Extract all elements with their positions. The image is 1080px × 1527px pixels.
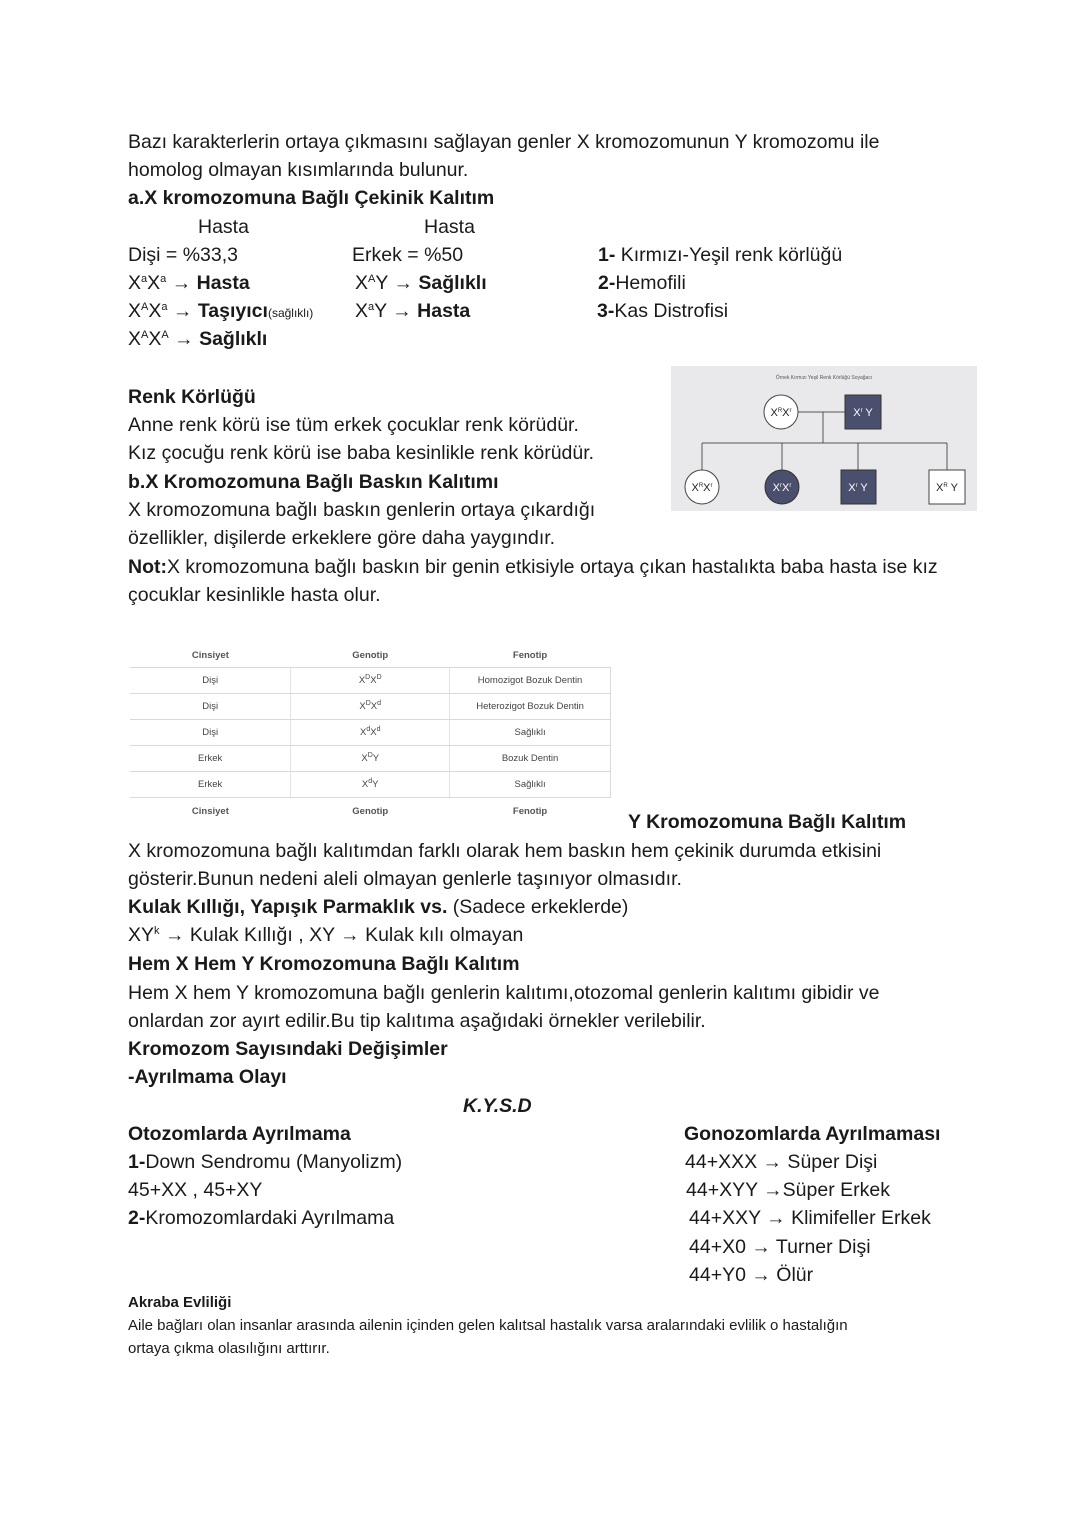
color-blindness-title: Renk Körlüğü — [128, 386, 256, 408]
note-line-2: çocuklar kesinlikle hasta olur. — [128, 584, 381, 606]
table-header-row — [130, 643, 611, 668]
intro-line-2: homolog olmayan kısımlarında bulunur. — [128, 159, 469, 181]
table-row: Erkek $X^DY$ Bozuk Dentin — [130, 746, 611, 772]
akraba-line-1: Aile bağları olan insanlar arasında ailenin içinden gelen kalıtsal hastalık varsa aralarındaki evlilik o hastalığın — [128, 1317, 848, 1334]
arrow-icon: → — [164, 924, 185, 946]
genotype-female-healthy: $X^AX^A$ → Sağlıklı — [128, 328, 268, 350]
arrow-icon: → — [751, 1236, 771, 1258]
arrow-icon: → — [751, 1264, 771, 1286]
gonosome-item: 44+X0 → Turner Dişi — [689, 1236, 871, 1258]
section-a-title: a.X kromozomuna Bağlı Çekinik Kalıtım — [128, 187, 495, 209]
male-ratio: Erkek = %50 — [352, 244, 464, 266]
color-blindness-line-1: Anne renk körü ise tüm erkek çocuklar renk körüdür. — [128, 414, 579, 436]
genotype-table — [130, 643, 611, 824]
xy-section-title: Hem X Hem Y Kromozomuna Bağlı Kalıtım — [128, 953, 520, 975]
arrow-icon: → — [393, 272, 413, 294]
svg-text:XRXr: $X^RX^r$ — [770, 407, 792, 419]
autosome-title: Otozomlarda Ayrılmama — [128, 1123, 351, 1145]
arrow-icon: → — [172, 300, 193, 322]
section-b-line-1: X kromozomuna bağlı baskın genlerin ortaya çıkardığı — [128, 499, 596, 521]
svg-text:XRXr: $X^RX^r$ — [691, 482, 713, 494]
svg-text:XR Y: $X^R$ Y — [936, 482, 958, 494]
gonosome-item: 44+XXY → Klimifeller Erkek — [689, 1207, 931, 1229]
section-b-title: b.X Kromozomuna Bağlı Baskın Kalıtımı — [128, 471, 499, 493]
svg-text:XrXr: $X^rX^r$ — [772, 482, 792, 494]
y-example: $XY^k$ → Kulak Kıllığı , XY → Kulak kılı olmayan — [128, 924, 524, 946]
example-item: 2-Hemofili — [598, 272, 686, 294]
y-section-line-1: X kromozomuna bağlı kalıtımdan farklı olarak hem baskın hem çekinik durumda etkisini — [128, 840, 882, 862]
svg-text:Xr Y: $X^r$ Y — [853, 407, 873, 419]
table-header: Fenotip — [450, 643, 611, 668]
table-row: Dişi $X^DX^D$ Homozigot Bozuk Dentin — [130, 668, 611, 694]
table-row: Dişi $X^DX^d$ Heterozigot Bozuk Dentin — [130, 694, 611, 720]
table-footer: Fenotip — [512, 805, 548, 817]
y-section-line-2: gösterir.Bunun nedeni aleli olmayan genlerle taşınıyor olmasıdır. — [128, 868, 682, 890]
akraba-line-2: ortaya çıkma olasılığını arttırır. — [128, 1340, 330, 1357]
note-line-1: Not:X kromozomuna bağlı baskın bir genin etkisiyle ortaya çıkan hastalıkta baba hasta ise kız — [128, 556, 938, 578]
example-item: 1- Kırmızı-Yeşil renk körlüğü — [598, 244, 843, 266]
gonosome-item: 44+XYY →Süper Erkek — [686, 1179, 890, 1201]
svg-text:Xr Y: $X^r$ Y — [848, 482, 868, 494]
arrow-icon: → — [763, 1179, 783, 1201]
changes-subtitle: -Ayrılmama Olayı — [128, 1066, 287, 1088]
table-footer-row — [130, 798, 611, 825]
table-footer: Genotip — [352, 805, 389, 817]
arrow-icon: → — [392, 300, 412, 322]
table-footer: Cinsiyet — [191, 805, 229, 817]
pedigree-lines — [702, 412, 947, 470]
hasta-label-female: Hasta — [198, 216, 249, 238]
arrow-icon: → — [762, 1151, 783, 1173]
section-b-line-2: özellikler, dişilerde erkeklere göre daha yaygındır. — [128, 527, 556, 549]
kysd-label: K.Y.S.D — [463, 1095, 532, 1117]
color-blindness-line-2: Kız çocuğu renk körü ise baba kesinlikle renk körüdür. — [128, 442, 595, 464]
table-row: Erkek $X^dY$ Sağlıklı — [130, 772, 611, 798]
autosome-item: 45+XX , 45+XY — [128, 1179, 263, 1201]
changes-title: Kromozom Sayısındaki Değişimler — [128, 1038, 448, 1060]
genotype-female-carrier: $X^AX^a$ → Taşıyıcı(sağlıklı) — [128, 300, 314, 322]
table-header: Cinsiyet — [130, 643, 291, 668]
autosome-item: 2-Kromozomlardaki Ayrılmama — [128, 1207, 395, 1229]
arrow-icon: → — [171, 272, 192, 294]
akraba-title: Akraba Evliliği — [128, 1294, 232, 1311]
genotype-male-healthy: $X^AY$ → Sağlıklı — [355, 272, 487, 294]
xy-section-line-1: Hem X hem Y kromozomuna bağlı genlerin kalıtımı,otozomal genlerin kalıtımı gibidir ve — [128, 982, 880, 1004]
hasta-label-male: Hasta — [424, 216, 475, 238]
example-item: 3-Kas Distrofisi — [597, 300, 729, 322]
y-traits: Kulak Kıllığı, Yapışık Parmaklık vs. (Sadece erkeklerde) — [128, 896, 629, 918]
arrow-icon: → — [766, 1207, 786, 1229]
genotype-male-sick: $X^aY$ → Hasta — [355, 300, 471, 322]
gonosome-item: 44+Y0 → Ölür — [689, 1264, 814, 1286]
table-row: Dişi $X^dX^d$ Sağlıklı — [130, 720, 611, 746]
pedigree-chart — [671, 366, 977, 511]
genotype-female-sick: $X^aX^a$ → Hasta — [128, 272, 250, 294]
intro-line-1: Bazı karakterlerin ortaya çıkmasını sağlayan genler X kromozomunun Y kromozomu ile — [128, 131, 880, 153]
xy-section-line-2: onlardan zor ayırt edilir.Bu tip kalıtıma aşağıdaki örnekler verilebilir. — [128, 1010, 706, 1032]
arrow-icon: → — [340, 924, 360, 946]
table-header: Genotip — [291, 643, 450, 668]
gonosome-title: Gonozomlarda Ayrılmaması — [684, 1123, 941, 1145]
y-section-title: Y Kromozomuna Bağlı Kalıtım — [628, 811, 907, 833]
female-ratio: Dişi = %33,3 — [128, 244, 239, 266]
arrow-icon: → — [174, 328, 194, 350]
pedigree-title: Örnek Kırmızı Yeşil Renk Körlüğü Soyağacı — [775, 375, 873, 381]
gonosome-item: 44+XXX → Süper Dişi — [685, 1151, 878, 1173]
autosome-item: 1-Down Sendromu (Manyolizm) — [128, 1151, 403, 1173]
